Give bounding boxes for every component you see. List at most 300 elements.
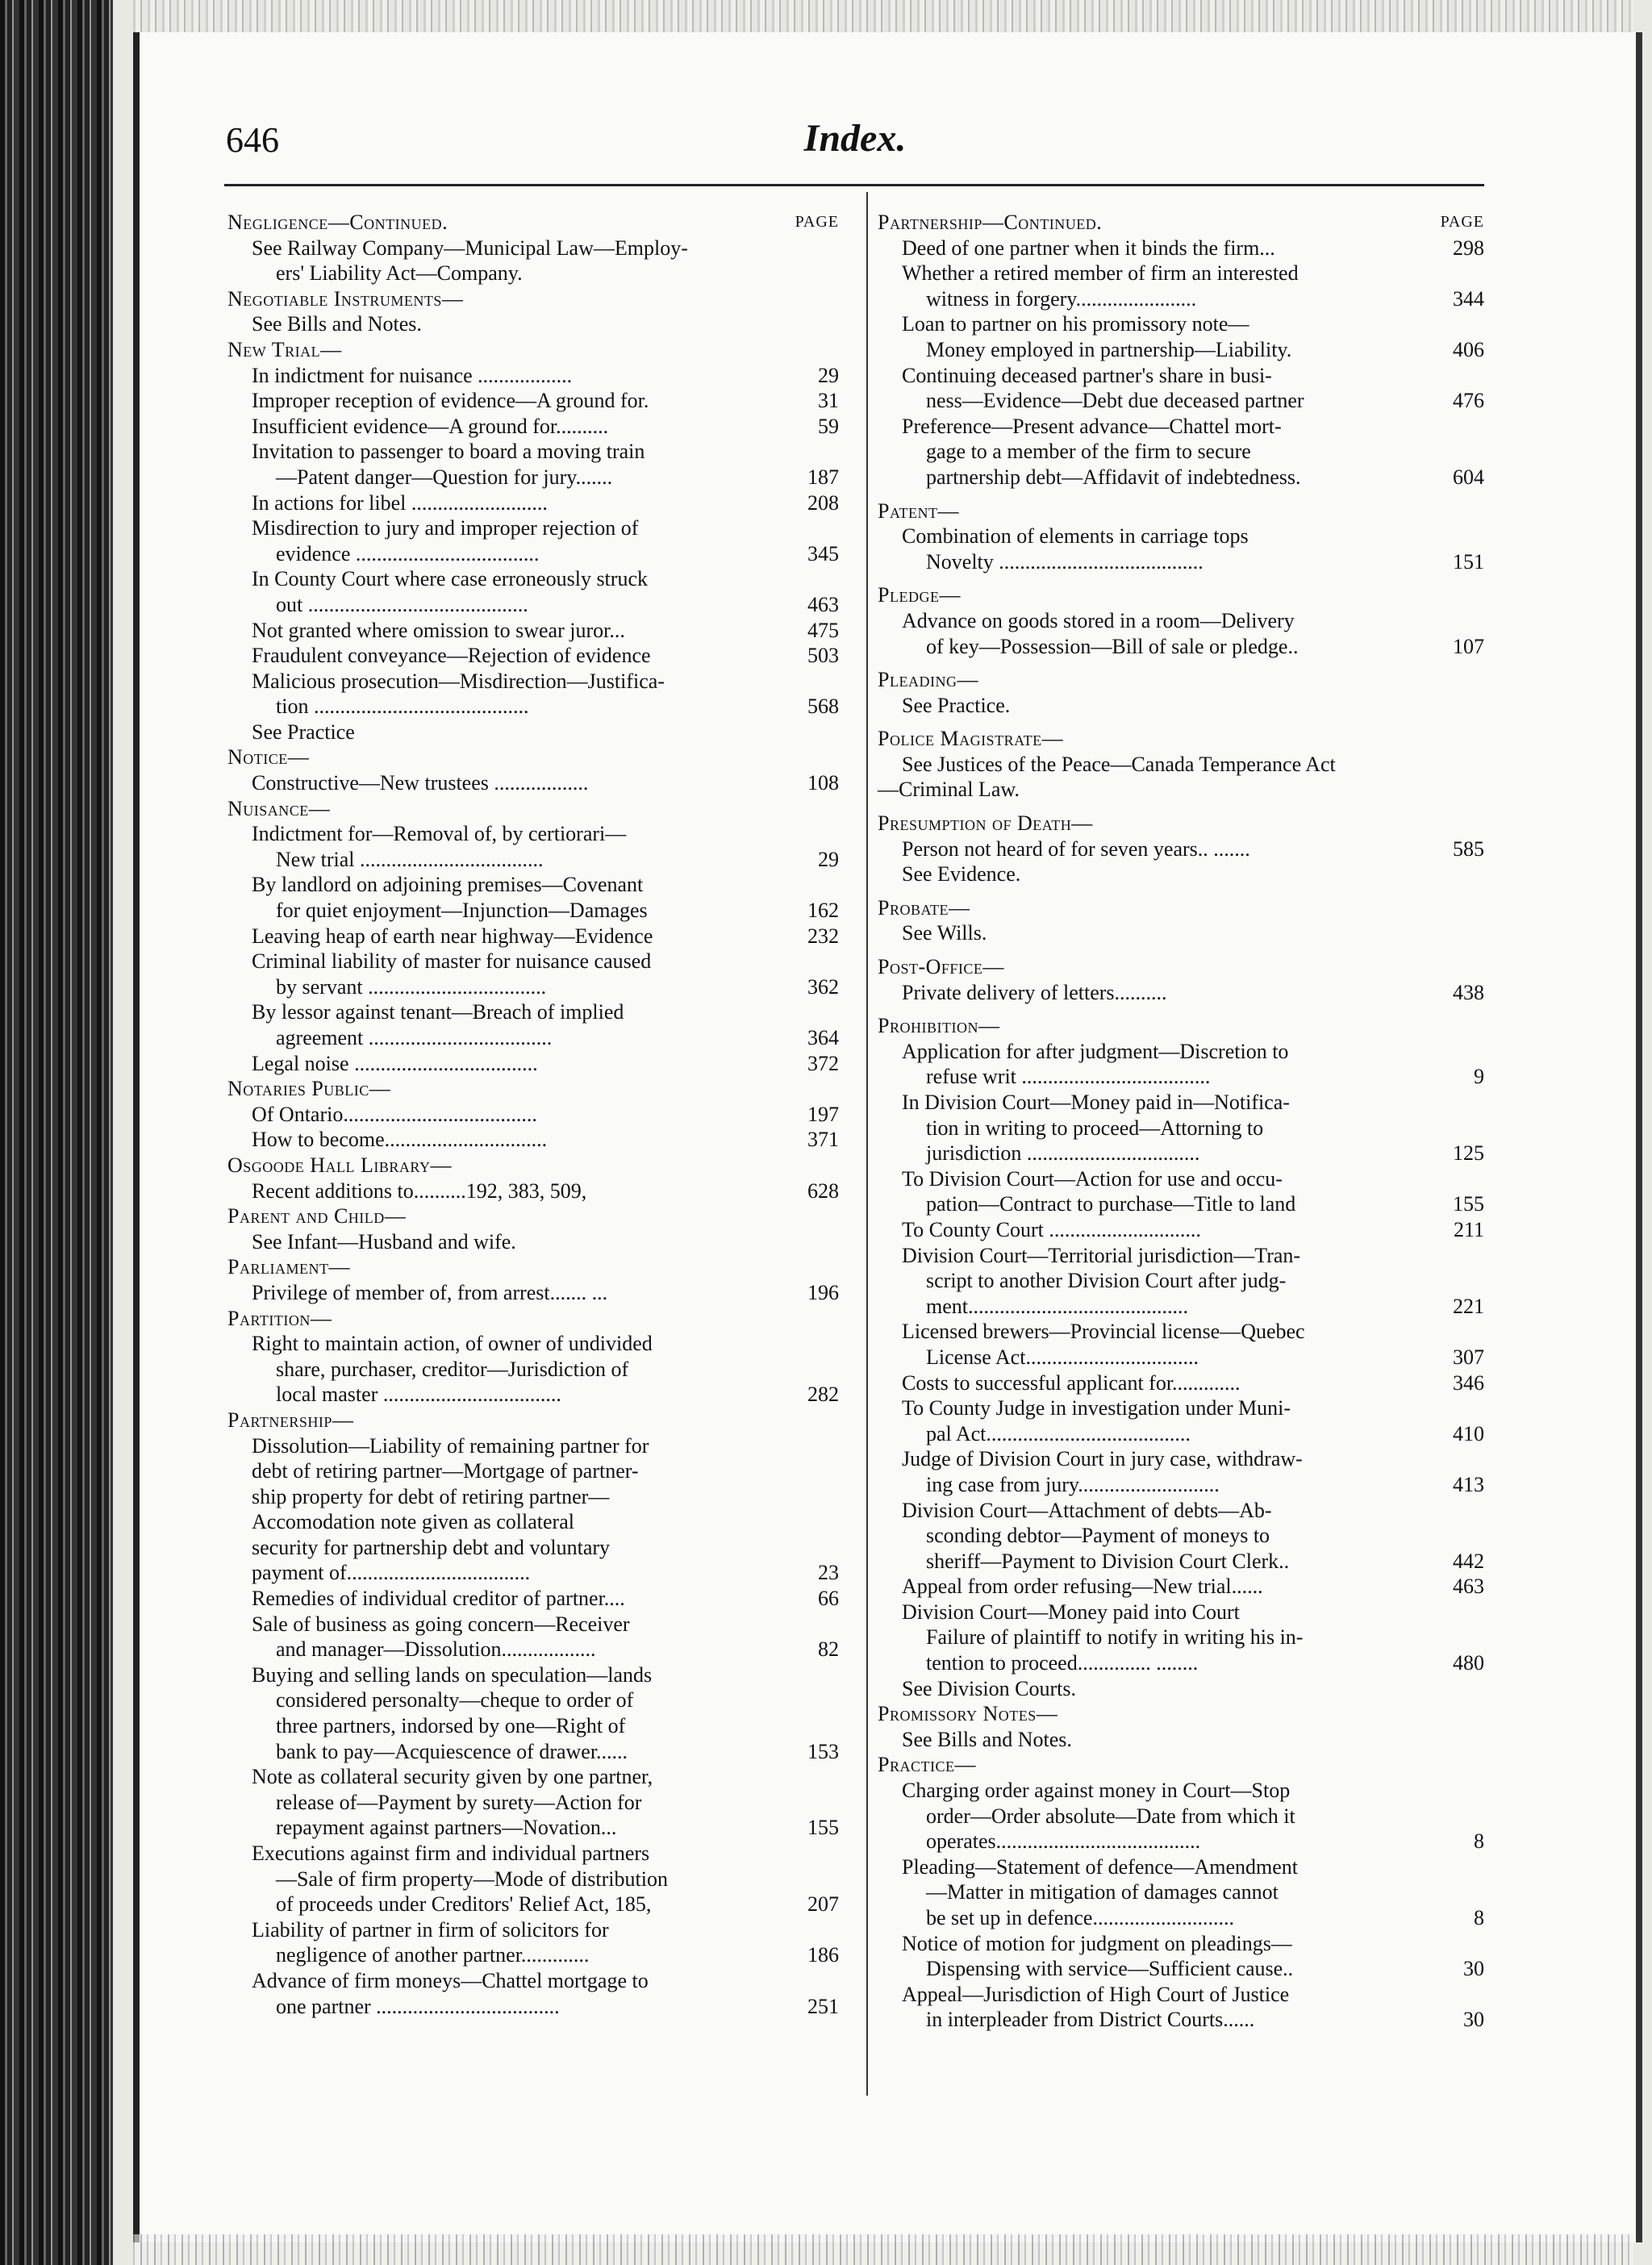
- index-entry: [878, 634, 1484, 660]
- entry-text: Whether a retired member of firm an interested: [902, 261, 1299, 286]
- index-entry: [227, 1535, 839, 1561]
- index-entry: [878, 1600, 1484, 1625]
- entry-text: Misdirection to jury and improper rejection of: [252, 516, 639, 540]
- entry-text: License Act.................................: [926, 1345, 1199, 1369]
- entry-text: To Division Court—Action for use and occu-: [902, 1166, 1283, 1191]
- entry-text: local master ..................................: [276, 1383, 561, 1407]
- entry-text: ness—Evidence—Debt due deceased partner: [926, 389, 1304, 413]
- index-entry: [227, 643, 839, 669]
- entry-text: Negligence—Continued.: [227, 211, 448, 234]
- entry-text: tion .........................................: [276, 695, 529, 719]
- entry-text: Division Court—Money paid into Court: [902, 1600, 1240, 1624]
- index-entry: [878, 1090, 1484, 1116]
- index-heading: [878, 498, 1484, 524]
- entry-text: ing case from jury...........................: [926, 1472, 1220, 1496]
- entry-text: Appeal—Jurisdiction of High Court of Justice: [902, 1982, 1290, 2006]
- entry-text: pation—Contract to purchase—Title to land: [926, 1192, 1296, 1216]
- entry-page-number: 29: [818, 847, 839, 871]
- entry-text: In County Court where case erroneously struck: [252, 567, 648, 591]
- index-entry: [227, 1051, 839, 1077]
- entry-text: To County Court .............................: [902, 1217, 1201, 1241]
- entry-text: Promissory Notes—: [878, 1702, 1058, 1726]
- entry-page-number: 197: [807, 1102, 839, 1126]
- entry-text: jurisdiction .................................: [926, 1141, 1200, 1166]
- entry-text: bank to pay—Acquiescence of drawer......: [276, 1739, 628, 1763]
- entry-page-number: 362: [807, 974, 839, 999]
- entry-text: Money employed in partnership—Liability.: [926, 337, 1292, 361]
- index-entry: [227, 669, 839, 695]
- entry-page-number: 30: [1463, 1957, 1484, 1981]
- entry-page-number: 476: [1453, 389, 1484, 413]
- entry-text: Partition—: [227, 1306, 332, 1330]
- index-entry: [227, 1509, 839, 1535]
- entry-text: partnership debt—Affidavit of indebtedness.: [926, 465, 1301, 489]
- book-spine-shadow: [0, 0, 113, 2265]
- entry-text: Deed of one partner when it binds the firm...: [902, 236, 1275, 260]
- entry-text: script to another Division Court after judg-: [926, 1269, 1287, 1293]
- index-entry: [878, 608, 1484, 634]
- index-entry: [227, 261, 839, 286]
- entry-text: —Sale of firm property—Mode of distribution: [276, 1867, 668, 1891]
- entry-text: Notice of motion for judgment on pleadings—: [902, 1931, 1292, 1955]
- entry-text: of proceeds under Creditors' Relief Act, 185,: [276, 1892, 652, 1917]
- entry-page-number: 568: [807, 695, 839, 719]
- index-entry: [878, 549, 1484, 575]
- entry-page-number: 162: [807, 899, 839, 923]
- index-entry: [227, 515, 839, 541]
- entry-text: See Practice: [252, 720, 355, 744]
- index-entry: [227, 1790, 839, 1816]
- index-heading: [878, 210, 1484, 236]
- index-entry: [878, 1039, 1484, 1065]
- entry-text: To County Judge in investigation under Muni-: [902, 1396, 1291, 1420]
- entry-page-number: 503: [807, 644, 839, 668]
- entry-text: Invitation to passenger to board a moving train: [252, 440, 645, 464]
- entry-text: Pleading—: [878, 668, 978, 692]
- entry-text: ment..........................................: [926, 1294, 1188, 1318]
- entry-text: Application for after judgment—Discretion to: [902, 1039, 1289, 1063]
- entry-page-number: 438: [1453, 980, 1484, 1004]
- entry-text: Osgoode Hall Library—: [227, 1153, 452, 1177]
- entry-text: Negotiable Instruments—: [227, 286, 464, 311]
- entry-text: tention to proceed.............. ........: [926, 1651, 1199, 1675]
- index-entry: [227, 1713, 839, 1739]
- entry-text: agreement ...................................: [276, 1026, 553, 1049]
- entry-text: See Evidence.: [902, 862, 1021, 886]
- index-entry: [878, 1141, 1484, 1166]
- index-entry: [878, 693, 1484, 719]
- index-entry: [878, 836, 1484, 862]
- index-entry: [227, 1687, 839, 1713]
- entry-text: —Criminal Law.: [878, 778, 1020, 802]
- entry-page-number: 31: [818, 389, 839, 413]
- index-entry: [227, 1662, 839, 1688]
- entry-page-number: 442: [1453, 1549, 1484, 1573]
- entry-text: Patent—: [878, 498, 959, 523]
- entry-page-number: 346: [1453, 1370, 1484, 1395]
- entry-text: See Division Courts.: [902, 1676, 1076, 1700]
- entry-text: In indictment for nuisance ..................: [252, 363, 573, 387]
- page-number: 646: [226, 120, 279, 160]
- entry-page-number: 372: [807, 1051, 839, 1075]
- entry-text: repayment against partners—Novation...: [276, 1816, 617, 1840]
- index-entry: [227, 924, 839, 949]
- entry-text: New Trial—: [227, 337, 342, 361]
- index-entry: [227, 1127, 839, 1153]
- entry-page-number: 344: [1453, 286, 1484, 311]
- index-entry: [227, 439, 839, 465]
- entry-page-number: 345: [807, 541, 839, 565]
- index-entry: [227, 388, 839, 414]
- entry-text: order—Order absolute—Date from which it: [926, 1804, 1295, 1828]
- index-entry: [878, 1268, 1484, 1294]
- entry-text: Notice—: [227, 745, 310, 770]
- index-entry: [878, 1370, 1484, 1396]
- entry-text: gage to a member of the firm to secure: [926, 440, 1251, 464]
- entry-text: In actions for libel ..........................: [252, 490, 548, 515]
- index-entry: [227, 1433, 839, 1459]
- entry-text: share, purchaser, creditor—Jurisdiction of: [276, 1357, 629, 1381]
- entry-text: See Wills.: [902, 921, 987, 945]
- index-entry: [227, 1229, 839, 1255]
- index-entry: [227, 1637, 839, 1662]
- index-heading: [227, 337, 839, 363]
- index-heading: [227, 210, 839, 236]
- entry-text: out ..........................................: [276, 592, 528, 616]
- entry-text: Note as collateral security given by one partner,: [252, 1765, 653, 1789]
- entry-text: tion in writing to proceed—Attorning to: [926, 1116, 1264, 1140]
- entry-text: Leaving heap of earth near highway—Evidence: [252, 924, 653, 948]
- index-entry: [227, 1815, 839, 1841]
- index-entry: [878, 1191, 1484, 1217]
- index-entry: [227, 566, 839, 592]
- index-entry: [878, 1931, 1484, 1957]
- index-entry: [878, 439, 1484, 465]
- entry-text: Remedies of individual creditor of partner....: [252, 1587, 625, 1611]
- entry-page-number: 186: [807, 1943, 839, 1967]
- index-entry: [878, 1804, 1484, 1829]
- index-entry: [227, 999, 839, 1025]
- entry-text: Criminal liability of master for nuisance caused: [252, 949, 652, 974]
- entry-page-number: 410: [1453, 1421, 1484, 1445]
- index-entry: [878, 414, 1484, 440]
- index-entry: [878, 261, 1484, 286]
- entry-text: Insufficient evidence—A ground for..........: [252, 414, 609, 438]
- index-entry: [878, 1854, 1484, 1880]
- entry-text: Not granted where omission to swear juror...: [252, 618, 625, 642]
- index-entry: [878, 1727, 1484, 1753]
- entry-page-number: 298: [1453, 236, 1484, 260]
- index-entry: [227, 414, 839, 440]
- entry-text: Buying and selling lands on speculation—lands: [252, 1662, 653, 1687]
- index-heading: [227, 1203, 839, 1229]
- index-entry: [227, 1968, 839, 1994]
- entry-text: debt of retiring partner—Mortgage of partner-: [252, 1459, 639, 1483]
- entry-page-number: 463: [807, 592, 839, 616]
- entry-text: Person not heard of for seven years.. .......: [902, 836, 1250, 861]
- index-heading: [878, 811, 1484, 836]
- entry-page-number: 23: [818, 1561, 839, 1585]
- page-column-label: PAGE: [795, 213, 839, 231]
- entry-page-number: 155: [807, 1816, 839, 1840]
- entry-page-number: 251: [807, 1994, 839, 2018]
- entry-text: Improper reception of evidence—A ground for.: [252, 389, 649, 413]
- entry-text: Loan to partner on his promissory note—: [902, 312, 1249, 336]
- entry-text: in interpleader from District Courts......: [926, 2008, 1255, 2032]
- index-entry: [227, 1942, 839, 1968]
- entry-text: Prohibition—: [878, 1014, 1000, 1038]
- entry-page-number: 108: [807, 771, 839, 795]
- entry-text: Judge of Division Court in jury case, withdraw-: [902, 1447, 1303, 1471]
- index-entry: [227, 465, 839, 490]
- index-heading: [227, 1306, 839, 1332]
- index-entry: [878, 1217, 1484, 1243]
- entry-page-number: 364: [807, 1026, 839, 1049]
- entry-page-number: 371: [807, 1128, 839, 1152]
- entry-text: See Railway Company—Municipal Law—Employ-: [252, 236, 688, 260]
- entry-text: —Patent danger—Question for jury.......: [276, 465, 613, 489]
- index-entry: [878, 311, 1484, 337]
- index-entry: [227, 1841, 839, 1867]
- entry-page-number: 604: [1453, 465, 1484, 489]
- index-entry: [878, 1625, 1484, 1650]
- index-entry: [878, 861, 1484, 887]
- index-entry: [227, 236, 839, 261]
- entry-page-number: 153: [807, 1739, 839, 1763]
- index-entry: [227, 1764, 839, 1790]
- entry-text: Dispensing with service—Sufficient cause..: [926, 1957, 1294, 1981]
- entry-page-number: 66: [818, 1587, 839, 1611]
- entry-text: witness in forgery.......................: [926, 286, 1197, 311]
- entry-text: Privilege of member of, from arrest....... ...: [252, 1280, 608, 1304]
- index-entry: [878, 1472, 1484, 1498]
- entry-text: Costs to successful applicant for.............: [902, 1370, 1241, 1395]
- entry-page-number: 211: [1453, 1217, 1484, 1241]
- index-entry: [878, 1319, 1484, 1345]
- index-entry: [227, 720, 839, 745]
- index-entry: [227, 1867, 839, 1892]
- entry-page-number: 208: [807, 490, 839, 515]
- index-heading: [878, 726, 1484, 752]
- column-divider: [866, 192, 868, 2096]
- page-column-label: PAGE: [1440, 213, 1484, 231]
- index-entry: [227, 1280, 839, 1306]
- index-entry: [227, 490, 839, 516]
- entry-text: Practice—: [878, 1753, 976, 1777]
- index-entry: [878, 1676, 1484, 1702]
- index-entry: [878, 752, 1484, 778]
- entry-text: three partners, indorsed by one—Right of: [276, 1714, 626, 1738]
- index-entry: [878, 337, 1484, 363]
- index-entry: [878, 777, 1484, 803]
- entry-text: negligence of another partner.............: [276, 1943, 590, 1967]
- entry-text: considered personalty—cheque to order of: [276, 1688, 634, 1712]
- page-title: Index.: [803, 117, 907, 160]
- index-heading: [878, 895, 1484, 921]
- entry-text: Combination of elements in carriage tops: [902, 524, 1249, 549]
- entry-page-number: 9: [1474, 1065, 1484, 1089]
- index-entry: [878, 1498, 1484, 1524]
- index-entry: [227, 821, 839, 847]
- entry-page-number: 82: [818, 1637, 839, 1662]
- entry-text: Advance on goods stored in a room—Delivery: [902, 608, 1295, 632]
- index-entry: [878, 1116, 1484, 1141]
- entry-text: evidence ...................................: [276, 541, 540, 565]
- entry-page-number: 125: [1453, 1141, 1484, 1166]
- entry-page-number: 232: [807, 924, 839, 948]
- entry-text: Pledge—: [878, 583, 961, 607]
- index-entry: [878, 1956, 1484, 1982]
- entry-text: ers' Liability Act—Company.: [276, 261, 523, 286]
- index-entry: [878, 1421, 1484, 1447]
- entry-page-number: 196: [807, 1280, 839, 1304]
- entry-text: Notaries Public—: [227, 1077, 391, 1101]
- entry-text: Right to maintain action, of owner of undivided: [252, 1332, 653, 1356]
- entry-page-number: 463: [1453, 1575, 1484, 1599]
- entry-page-number: 628: [807, 1178, 839, 1203]
- entry-text: In Division Court—Money paid in—Notifica-: [902, 1091, 1290, 1114]
- index-heading: [878, 1752, 1484, 1778]
- entry-text: Accomodation note given as collateral: [252, 1510, 574, 1534]
- entry-page-number: 413: [1453, 1472, 1484, 1496]
- entry-text: By lessor against tenant—Breach of implied: [252, 1000, 624, 1024]
- index-entry: [878, 1650, 1484, 1676]
- entry-text: security for partnership debt and voluntary: [252, 1535, 611, 1559]
- index-entry: [227, 1458, 839, 1484]
- entry-text: See Bills and Notes.: [252, 312, 422, 336]
- index-entry: [878, 920, 1484, 946]
- index-column-right: [878, 210, 1484, 2033]
- index-entry: [227, 1357, 839, 1383]
- entry-page-number: 480: [1453, 1651, 1484, 1675]
- index-entry: [878, 980, 1484, 1006]
- entry-page-number: 30: [1463, 2008, 1484, 2032]
- index-entry: [878, 1243, 1484, 1269]
- entry-page-number: 155: [1453, 1192, 1484, 1216]
- index-entry: [227, 1484, 839, 1510]
- index-entry: [878, 2007, 1484, 2033]
- index-entry: [227, 541, 839, 567]
- index-entry: [878, 1345, 1484, 1370]
- index-entry: [878, 1879, 1484, 1905]
- index-heading: [227, 745, 839, 770]
- index-entry: [227, 363, 839, 389]
- index-entry: [227, 949, 839, 974]
- index-entry: [227, 1331, 839, 1357]
- entry-page-number: 406: [1453, 337, 1484, 361]
- index-heading: [878, 582, 1484, 608]
- entry-text: by servant ..................................: [276, 974, 547, 999]
- entry-text: Appeal from order refusing—New trial......: [902, 1575, 1263, 1599]
- entry-text: pal Act.......................................: [926, 1421, 1191, 1445]
- entry-text: one partner ...................................: [276, 1994, 560, 2018]
- index-entry: [227, 974, 839, 1000]
- entry-page-number: 585: [1453, 836, 1484, 861]
- entry-text: Continuing deceased partner's share in busi-: [902, 363, 1272, 387]
- entry-text: Nuisance—: [227, 796, 331, 820]
- index-entry: [878, 388, 1484, 414]
- entry-text: Novelty .......................................: [926, 549, 1204, 574]
- entry-text: Recent additions to..........192, 383, 509,: [252, 1178, 587, 1203]
- index-entry: [878, 1829, 1484, 1854]
- entry-page-number: 151: [1453, 549, 1484, 574]
- index-entry: [227, 1612, 839, 1637]
- entry-page-number: 307: [1453, 1345, 1484, 1369]
- index-entry: [227, 1892, 839, 1917]
- entry-text: Preference—Present advance—Chattel mort-: [902, 414, 1282, 438]
- index-entry: [227, 1382, 839, 1408]
- entry-text: Division Court—Attachment of debts—Ab-: [902, 1498, 1272, 1522]
- entry-text: ship property for debt of retiring partner—: [252, 1484, 610, 1508]
- index-entry: [878, 1446, 1484, 1472]
- entry-text: Malicious prosecution—Misdirection—Justifica-: [252, 669, 665, 693]
- index-entry: [878, 465, 1484, 490]
- entry-text: refuse writ ....................................: [926, 1065, 1211, 1089]
- entry-text: Fraudulent conveyance—Rejection of evidence: [252, 644, 651, 668]
- index-entry: [227, 1102, 839, 1128]
- entry-text: See Practice.: [902, 693, 1011, 717]
- entry-text: Probate—: [878, 895, 970, 920]
- index-entry: [878, 1778, 1484, 1804]
- index-entry: [878, 363, 1484, 389]
- entry-text: See Bills and Notes.: [902, 1727, 1072, 1751]
- entry-text: Partnership—: [227, 1408, 354, 1432]
- index-entry: [227, 847, 839, 873]
- entry-page-number: 107: [1453, 634, 1484, 658]
- entry-page-number: 59: [818, 414, 839, 438]
- index-entry: [878, 1294, 1484, 1320]
- entry-text: Indictment for—Removal of, by certiorari—: [252, 822, 627, 846]
- index-entry: [878, 1574, 1484, 1600]
- entry-text: and manager—Dissolution..................: [276, 1637, 596, 1662]
- entry-text: —Matter in mitigation of damages cannot: [926, 1880, 1279, 1904]
- index-heading: [878, 667, 1484, 693]
- entry-text: Parliament—: [227, 1255, 350, 1279]
- entry-text: Constructive—New trustees ..................: [252, 771, 589, 795]
- index-heading: [878, 1013, 1484, 1039]
- index-heading: [878, 954, 1484, 980]
- entry-text: Legal noise ...................................: [252, 1051, 538, 1075]
- entry-text: of key—Possession—Bill of sale or pledge..: [926, 634, 1299, 658]
- entry-page-number: 221: [1453, 1294, 1484, 1318]
- index-heading: [227, 796, 839, 822]
- entry-page-number: 207: [807, 1892, 839, 1917]
- index-entry: [878, 1166, 1484, 1192]
- entry-page-number: 282: [807, 1383, 839, 1407]
- index-heading: [878, 1701, 1484, 1727]
- index-heading: [227, 1076, 839, 1102]
- index-entry: [227, 770, 839, 796]
- index-entry: [878, 523, 1484, 549]
- index-entry: [227, 1917, 839, 1943]
- index-entry: [227, 1560, 839, 1586]
- index-entry: [878, 1549, 1484, 1575]
- entry-page-number: 187: [807, 465, 839, 489]
- header-rule: [224, 184, 1484, 186]
- index-entry: [878, 286, 1484, 312]
- entry-text: See Infant—Husband and wife.: [252, 1229, 516, 1253]
- entry-text: for quiet enjoyment—Injunction—Damages: [276, 899, 648, 923]
- entry-page-number: 8: [1474, 1906, 1484, 1929]
- entry-text: operates.......................................: [926, 1829, 1201, 1854]
- index-entry: [878, 1523, 1484, 1549]
- entry-text: Sale of business as going concern—Receiver: [252, 1612, 630, 1636]
- entry-text: Police Magistrate—: [878, 727, 1064, 751]
- index-entry: [227, 592, 839, 618]
- index-entry: [878, 1395, 1484, 1421]
- index-entry: [878, 1982, 1484, 2008]
- index-entry: [227, 1025, 839, 1051]
